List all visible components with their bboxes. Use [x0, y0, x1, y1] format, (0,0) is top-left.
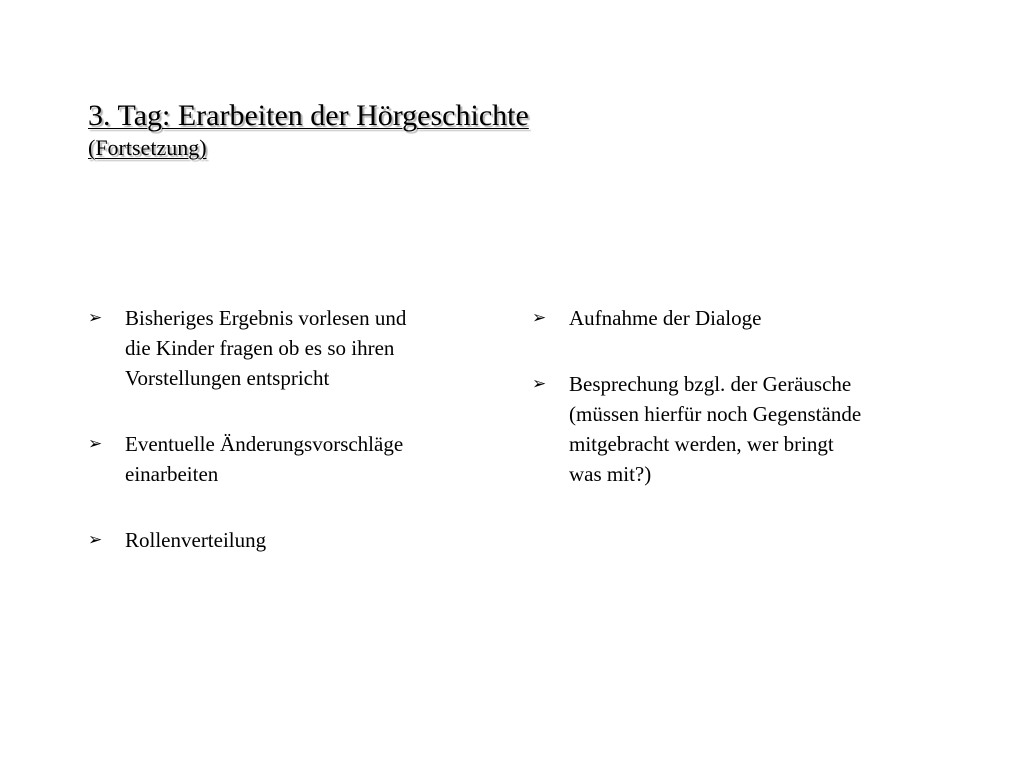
- list-item: [88, 429, 488, 489]
- list-item: [88, 525, 488, 555]
- right-bullet-list: [532, 303, 952, 489]
- left-bullet-list: [88, 303, 488, 555]
- list-item-text: Eventuelle Änderungsvorschläge einarbeiten: [125, 432, 404, 486]
- list-item-text: Besprechung bzgl. der Geräusche (müssen hierfür noch Gegenstände mitgebracht werden, wer bringt was mit?): [569, 372, 862, 486]
- list-item-text: Rollenverteilung: [125, 528, 267, 552]
- slide-subtitle: (Fortsetzung): [88, 135, 207, 160]
- slide-title: 3. Tag: Erarbeiten der Hörgeschichte: [88, 99, 529, 132]
- left-column: [88, 303, 488, 591]
- list-item: [532, 369, 952, 489]
- list-item: [532, 303, 952, 333]
- list-item-text: Bisheriges Ergebnis vorlesen und die Kinder fragen ob es so ihren Vorstellungen entspricht: [125, 306, 407, 390]
- arrowhead-bullet-icon: ➢: [88, 530, 103, 550]
- slide-title-block: [88, 98, 948, 162]
- right-column: [532, 303, 952, 525]
- arrowhead-bullet-icon: ➢: [88, 434, 103, 454]
- list-item-text: Aufnahme der Dialoge: [569, 306, 762, 330]
- arrowhead-bullet-icon: ➢: [532, 308, 547, 328]
- arrowhead-bullet-icon: ➢: [532, 374, 547, 394]
- arrowhead-bullet-icon: ➢: [88, 308, 103, 328]
- list-item: [88, 303, 488, 393]
